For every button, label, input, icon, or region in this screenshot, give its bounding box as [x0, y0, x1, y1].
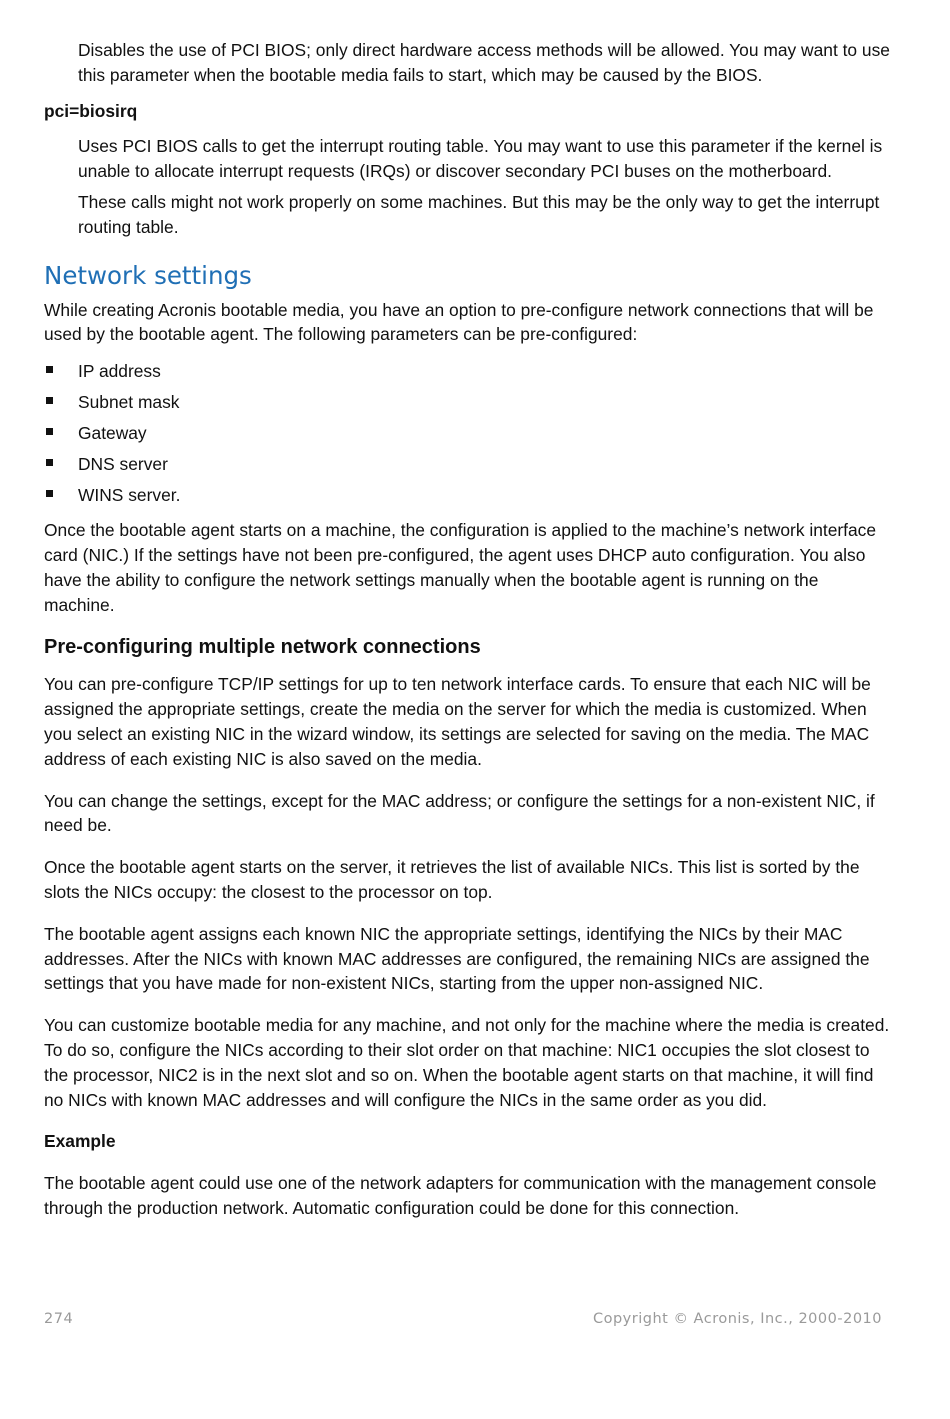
- list-item: IP address: [44, 359, 892, 390]
- multi-paragraph-5: You can customize bootable media for any machine, and not only for the machine where the media is created. To do so, configure the NICs according to their slot order on that machine: NIC1 occupies the slot closest to the processor, NIC2 is in the next slot and so on. When the bootable agent starts on that machine, it will find no NICs with known MAC addresses and will configure the NICs in the same order as you did.: [44, 1015, 890, 1110]
- list-item: DNS server: [44, 452, 892, 483]
- network-config-paragraph: Once the bootable agent starts on a machine, the configuration is applied to the machine’s network interface card (NIC.) If the settings have not been pre-configured, the agent uses DHCP auto configuration. You also have the ability to configure the network settings manually when the bootable agent is running on the machine.: [44, 520, 877, 615]
- list-item: Gateway: [44, 421, 892, 452]
- example-paragraph: The bootable agent could use one of the network adapters for communication with the management console through the production network. Automatic configuration could be done for this connection.: [44, 1173, 877, 1218]
- bullet-square-icon: [46, 428, 53, 435]
- document-page: [44, 38, 892, 1221]
- section-heading-network-settings: Network settings: [44, 260, 252, 290]
- copyright-notice: Copyright © Acronis, Inc., 2000-2010: [592, 1311, 882, 1327]
- subsection-heading-multiple-connections: Pre-configuring multiple network connections: [44, 636, 481, 659]
- parameter-term-pci-biosirq: pci=biosirq: [44, 100, 138, 121]
- network-intro-paragraph: While creating Acronis bootable media, you have an option to pre-configure network connections that will be used by the bootable agent. The following parameters can be pre-configured:: [44, 299, 874, 345]
- multi-paragraph-3: Once the bootable agent starts on the server, it retrieves the list of available NICs. This list is sorted by the slots the NICs occupy: the closest to the processor on top.: [44, 857, 860, 902]
- page-number: 274: [44, 1311, 74, 1327]
- bullet-square-icon: [46, 490, 53, 497]
- list-item: WINS server.: [44, 483, 892, 514]
- page-footer: [44, 1311, 882, 1327]
- intro-paragraph-biosirq-note: These calls might not work properly on some machines. But this may be the only way to get the interrupt routing table.: [78, 191, 880, 237]
- bullet-square-icon: [46, 366, 53, 373]
- list-item: Subnet mask: [44, 390, 892, 421]
- bullet-square-icon: [46, 397, 53, 404]
- network-parameters-list: [44, 359, 892, 514]
- multi-paragraph-2: You can change the settings, except for the MAC address; or configure the settings for a non-existent NIC, if need be.: [44, 790, 875, 836]
- intro-paragraph-biosirq-desc: Uses PCI BIOS calls to get the interrupt routing table. You may want to use this parameter if the kernel is unable to allocate interrupt requests (IRQs) or discover secondary PCI buses on the motherboard.: [78, 136, 883, 182]
- multi-paragraph-4: The bootable agent assigns each known NIC the appropriate settings, identifying the NICs by their MAC addresses. After the NICs with known MAC addresses are configured, the remaining NICs are assigned the settings that you have made for non-existent NICs, starting from the upper non-assigned NIC.: [44, 923, 870, 994]
- multi-paragraph-1: You can pre-configure TCP/IP settings for up to ten network interface cards. To ensure that each NIC will be assigned the appropriate settings, create the media on the server for which the media is customized. When you select an existing NIC in the wizard window, its settings are selected for saving on the media. The MAC address of each existing NIC is also saved on the media.: [44, 674, 871, 769]
- intro-paragraph-pci-nobios: Disables the use of PCI BIOS; only direct hardware access methods will be allowed. You may want to use this parameter when the bootable media fails to start, which may be caused by the BIOS.: [78, 40, 890, 85]
- example-label: Example: [44, 1131, 116, 1152]
- bullet-square-icon: [46, 459, 53, 466]
